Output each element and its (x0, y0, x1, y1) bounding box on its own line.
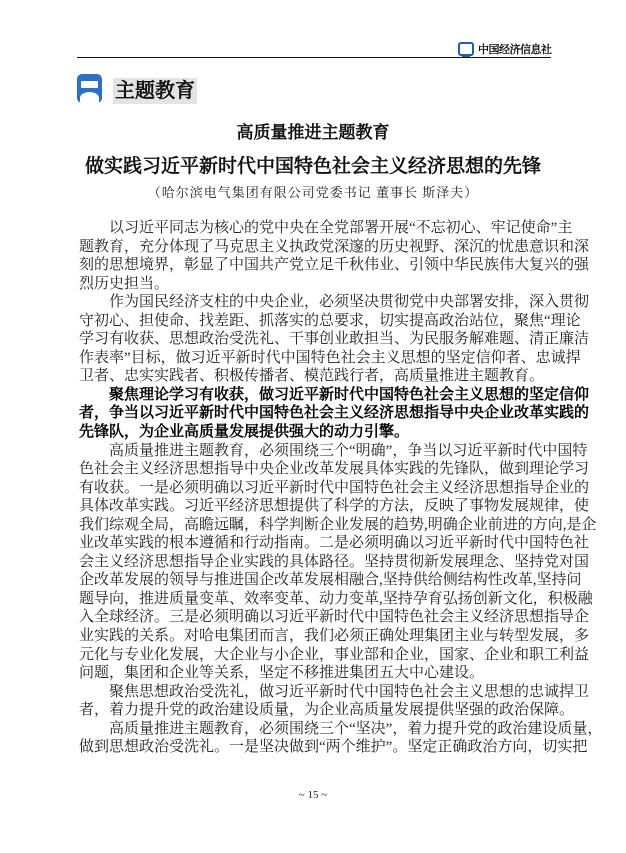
paragraph-line: 守初心、担使命、找差距、抓落实的总要求，切实提高政治站位，聚焦“理论 (79, 312, 581, 329)
paragraph (79, 385, 590, 442)
paragraph-line: 有收获。一是必须明确以习近平新时代中国特色社会主义经济思想指导企业的 (79, 479, 590, 496)
paragraph-line: 聚焦思想政治受洗礼，做习近平新时代中国特色社会主义思想的忠诚捍卫 (109, 683, 590, 700)
header-divider (77, 57, 551, 58)
paragraph-line: 先锋队，为企业高质量发展提供强大的动力引擎。 (79, 423, 410, 441)
paragraph-line: 题教育，充分体现了马克思主义执政党深邃的历史视野、深沉的忧患意识和深 (79, 238, 590, 255)
paragraph (79, 442, 597, 683)
paragraph-line: 题导向，推进质量变革、效率变革、动力变革,坚持孕育弘扬创新文化，积极融 (79, 590, 593, 607)
paragraph-line: 作为国民经济支柱的中央企业，必须坚决贯彻党中央部署安排，深入贯彻 (109, 294, 590, 311)
paragraph-line: 入全球经济。三是必须明确以习近平新时代中国特色社会主义经济思想指导企 (79, 609, 590, 626)
paragraph-line: 会主义经济思想指导企业实践的具体路径。坚持贯彻新发展理念、坚持党对国 (79, 553, 590, 570)
paragraph-line: 卫者、忠实实践者、积极传播者、模范践行者，高质量推进主题教育。 (79, 368, 545, 385)
paragraph (79, 683, 590, 720)
paragraph-line: 学习有收获、思想政治受洗礼、干事创业敢担当、为民服务解难题、清正廉洁 (79, 331, 590, 348)
paragraph-line: 作表率”目标，做习近平新时代中国特色社会主义思想的坚定信仰者、忠诚捍 (79, 349, 581, 366)
paragraph-line: 做到思想政治受洗礼。一是坚决做到“两个维护”。坚定正确政治方向，切实把 (79, 739, 588, 756)
paragraph (79, 293, 590, 386)
paragraph-line: 者，争当以习近平新时代中国特色社会主义经济思想指导中央企业改革实践的 (79, 404, 590, 422)
paragraph-line: 者，着力提升党的政治建设质量，为企业高质量发展提供坚强的政治保障。 (79, 702, 575, 719)
paragraph (79, 720, 603, 757)
article-subtitle: 做实践习近平新时代中国特色社会主义经济思想的先锋 (84, 156, 541, 177)
article-body (79, 219, 603, 757)
paragraph-line: 业改革实践的根本遵循和行动指南。二是必须明确以习近平新时代中国特色社 (79, 535, 590, 552)
paragraph-line: 元化与专业化发展，大企业与小企业，事业部和企业，国家、企业和职工利益 (79, 646, 590, 663)
paragraph-line: 问题，集团和企业等关系，坚定不移推进集团五大中心建设。 (79, 665, 485, 682)
paragraph-line: 色社会主义经济思想指导中央企业改革发展具体实践的先锋队，做到理论学习 (79, 461, 590, 478)
paragraph-line: 高质量推进主题教育，必须围绕三个“坚决”，着力提升党的政治建设质量， (109, 720, 603, 737)
news-badge-icon (77, 74, 102, 103)
section-label: 主题教育 (115, 80, 195, 102)
article-title: 高质量推进主题教育 (236, 123, 390, 142)
paragraph-line: 具体改革实践。习近平经济思想提供了科学的方法，反映了事物发展规律，使 (79, 498, 590, 515)
paragraph-line: 刻的思想境界，彰显了中国共产党立足千秋伟业、引领中华民族伟大复兴的强 (79, 257, 590, 274)
paragraph-line: 以习近平同志为核心的党中央在全党部署开展“不忘初心、牢记使命”主 (109, 220, 573, 236)
paragraph-line: 烈历史担当。 (79, 275, 170, 292)
paragraph (79, 219, 590, 293)
publisher-logo (458, 41, 552, 57)
article-byline: （哈尔滨电气集团有限公司党委书记 董事长 斯泽夫） (147, 185, 479, 200)
paragraph-line: 高质量推进主题教育，必须围绕三个“明确”，争当以习近平新时代中国特 (109, 442, 588, 459)
publisher-logo-icon (458, 42, 474, 56)
paragraph-line: 企改革发展的领导与推进国企改革发展相融合,坚持供给侧结构性改革,坚持问 (79, 572, 582, 589)
page-number: ~ 15 ~ (298, 789, 328, 801)
paragraph-line: 我们综观全局，高瞻远瞩，科学判断企业发展的趋势,明确企业前进的方向,是企 (79, 516, 597, 533)
paragraph-line: 业实践的关系。对哈电集团而言，我们必须正确处理集团主业与转型发展，多 (79, 628, 590, 645)
paragraph-line: 聚焦理论学习有收获，做习近平新时代中国特色社会主义思想的坚定信仰 (109, 385, 590, 403)
publisher-name: 中国经济信息社 (478, 44, 552, 56)
